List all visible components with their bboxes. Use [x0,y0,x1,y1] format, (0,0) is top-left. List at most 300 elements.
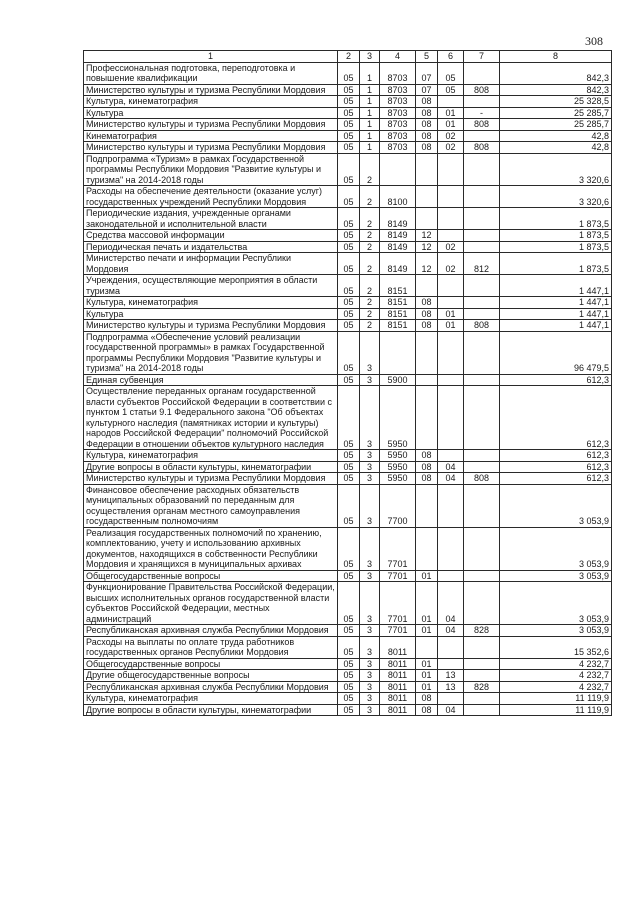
row-code-6-cell [438,186,464,208]
row-amount-cell: 3 053,9 [500,582,612,625]
row-code-2-cell: 05 [338,275,360,297]
row-name-cell: Республиканская архивная служба Республики Мордовия [84,681,338,693]
row-code-7-cell [464,636,500,658]
row-name-cell: Другие вопросы в области культуры, кинематографии [84,461,338,473]
row-code-6-cell [438,374,464,386]
budget-table [83,50,612,716]
row-code-4-cell [380,331,416,374]
table-row [84,625,612,637]
row-code-7-cell [464,450,500,462]
row-name-cell: Расходы на выплаты по оплате труда работников государственных органов Республики Мордовия [84,636,338,658]
row-code-2-cell: 05 [338,636,360,658]
row-code-5-cell: 01 [416,625,438,637]
row-code-5-cell [416,386,438,450]
row-name-cell: Единая субвенция [84,374,338,386]
row-code-5-cell: 08 [416,142,438,154]
row-name-cell: Министерство культуры и туризма Республики Мордовия [84,320,338,332]
row-code-2-cell: 05 [338,320,360,332]
row-amount-cell: 25 285,7 [500,107,612,119]
row-code-4-cell: 8011 [380,636,416,658]
row-name-cell: Функционирование Правительства Российской Федерации, высших исполнительных органов государственной власти субъектов Российской Федерации, местных администраций [84,582,338,625]
row-code-5-cell: 08 [416,693,438,705]
row-name-cell: Министерство печати и информации Республики Мордовия [84,253,338,275]
row-amount-cell: 4 232,7 [500,681,612,693]
table-row [84,670,612,682]
row-code-3-cell: 1 [360,96,380,108]
page-number: 308 [585,34,603,48]
row-code-6-cell: 01 [438,320,464,332]
row-amount-cell: 1 873,5 [500,208,612,230]
row-code-3-cell: 3 [360,681,380,693]
row-code-4-cell: 8151 [380,308,416,320]
row-code-4-cell: 8149 [380,230,416,242]
row-name-cell: Профессиональная подготовка, переподготовка и повышение квалификации [84,62,338,84]
row-name-cell: Министерство культуры и туризма Республики Мордовия [84,142,338,154]
row-code-4-cell: 7701 [380,570,416,582]
column-header: 1 [84,51,338,63]
row-code-4-cell: 7701 [380,625,416,637]
row-code-5-cell: 08 [416,473,438,485]
row-amount-cell: 612,3 [500,473,612,485]
row-code-5-cell: 08 [416,320,438,332]
row-code-7-cell [464,331,500,374]
row-amount-cell: 842,3 [500,84,612,96]
table-body [84,62,612,716]
row-name-cell: Подпрограмма «Обеспечение условий реализации государственной программы» в рамках Государственной программы Республики Мордовия "Развитие культуры и туризма" на 2014-2018 годы [84,331,338,374]
row-code-5-cell: 12 [416,253,438,275]
table-row [84,693,612,705]
row-code-7-cell [464,308,500,320]
table-row [84,527,612,570]
row-code-3-cell: 2 [360,320,380,332]
row-code-2-cell: 05 [338,693,360,705]
row-code-4-cell: 8703 [380,107,416,119]
row-name-cell: Учреждения, осуществляющие мероприятия в области туризма [84,275,338,297]
row-code-2-cell: 05 [338,241,360,253]
row-code-2-cell: 05 [338,374,360,386]
row-code-7-cell [464,62,500,84]
row-name-cell: Кинематография [84,130,338,142]
column-header: 4 [380,51,416,63]
row-code-7-cell: 808 [464,119,500,131]
row-code-6-cell [438,153,464,186]
row-code-2-cell: 05 [338,84,360,96]
row-name-cell: Министерство культуры и туризма Республики Мордовия [84,84,338,96]
row-code-3-cell: 3 [360,484,380,527]
row-code-5-cell [416,186,438,208]
row-code-6-cell [438,570,464,582]
table-row [84,208,612,230]
row-code-5-cell: 08 [416,461,438,473]
row-code-3-cell: 1 [360,119,380,131]
row-amount-cell: 42,8 [500,142,612,154]
table-row [84,96,612,108]
row-code-5-cell: 12 [416,241,438,253]
row-code-2-cell: 05 [338,331,360,374]
row-name-cell: Расходы на обеспечение деятельности (оказание услуг) государственных учреждений Республики Мордовия [84,186,338,208]
table-row [84,473,612,485]
row-code-6-cell: 01 [438,107,464,119]
row-code-6-cell: 01 [438,308,464,320]
row-code-2-cell: 05 [338,670,360,682]
table-row [84,142,612,154]
row-code-5-cell: 08 [416,119,438,131]
table-row [84,297,612,309]
row-code-7-cell [464,386,500,450]
row-code-2-cell: 05 [338,386,360,450]
table-row [84,681,612,693]
row-code-6-cell: 02 [438,241,464,253]
row-code-3-cell: 2 [360,253,380,275]
row-amount-cell: 1 447,1 [500,320,612,332]
row-amount-cell: 11 119,9 [500,693,612,705]
row-code-4-cell: 8011 [380,704,416,716]
row-code-4-cell: 8011 [380,670,416,682]
row-code-7-cell [464,96,500,108]
row-name-cell: Культура [84,308,338,320]
row-code-2-cell: 05 [338,450,360,462]
row-code-4-cell: 8703 [380,96,416,108]
row-code-7-cell [464,153,500,186]
table-row [84,320,612,332]
row-code-4-cell: 5900 [380,374,416,386]
row-code-6-cell: 02 [438,253,464,275]
table-row [84,450,612,462]
row-code-5-cell: 07 [416,62,438,84]
row-code-2-cell: 05 [338,107,360,119]
table-row [84,331,612,374]
row-amount-cell: 1 873,5 [500,230,612,242]
row-code-4-cell: 8151 [380,275,416,297]
row-code-6-cell [438,527,464,570]
row-code-7-cell: 808 [464,142,500,154]
row-code-5-cell [416,208,438,230]
row-code-7-cell: 808 [464,473,500,485]
table-row [84,374,612,386]
row-code-3-cell: 3 [360,582,380,625]
row-code-4-cell: 8011 [380,693,416,705]
row-code-3-cell: 3 [360,473,380,485]
row-name-cell: Министерство культуры и туризма Республики Мордовия [84,473,338,485]
row-code-4-cell [380,153,416,186]
row-code-5-cell [416,527,438,570]
row-code-7-cell: 828 [464,625,500,637]
row-code-4-cell: 5950 [380,473,416,485]
row-code-2-cell: 05 [338,130,360,142]
row-code-2-cell: 05 [338,461,360,473]
row-code-3-cell: 3 [360,693,380,705]
row-amount-cell: 96 479,5 [500,331,612,374]
row-code-7-cell [464,484,500,527]
table-row [84,461,612,473]
row-amount-cell: 1 447,1 [500,297,612,309]
row-code-3-cell: 1 [360,62,380,84]
row-amount-cell: 612,3 [500,386,612,450]
row-code-2-cell: 05 [338,473,360,485]
row-code-4-cell: 8703 [380,119,416,131]
row-amount-cell: 3 053,9 [500,625,612,637]
row-name-cell: Осуществление переданных органам государственной власти субъектов Российской Федерации в соответствии с пунктом 1 статьи 9.1 Федерального закона "Об объектах культурного наследия (памятниках истории и культуры) народов Российской Федерации" полномочий Российской Федерации в отношении объектов культурного наследия [84,386,338,450]
row-code-5-cell [416,331,438,374]
row-code-6-cell [438,208,464,230]
row-code-4-cell: 8011 [380,658,416,670]
row-code-5-cell: 01 [416,658,438,670]
row-code-4-cell: 5950 [380,450,416,462]
row-code-4-cell: 7700 [380,484,416,527]
row-code-3-cell: 1 [360,142,380,154]
row-code-4-cell: 5950 [380,461,416,473]
row-code-3-cell: 2 [360,308,380,320]
table-row [84,308,612,320]
row-name-cell: Финансовое обеспечение расходных обязательств муниципальных образований по переданным для осуществления органам местного самоуправления государственным полномочиям [84,484,338,527]
row-code-7-cell [464,527,500,570]
row-code-6-cell [438,275,464,297]
table-row [84,582,612,625]
row-code-6-cell [438,693,464,705]
row-name-cell: Другие вопросы в области культуры, кинематографии [84,704,338,716]
table-row [84,84,612,96]
row-code-2-cell: 05 [338,704,360,716]
row-code-5-cell [416,636,438,658]
row-code-7-cell [464,658,500,670]
row-code-2-cell: 05 [338,308,360,320]
row-code-6-cell: 04 [438,704,464,716]
row-amount-cell: 842,3 [500,62,612,84]
row-code-5-cell: 07 [416,84,438,96]
row-code-3-cell: 2 [360,153,380,186]
row-code-2-cell: 05 [338,658,360,670]
table-header-row [84,51,612,63]
row-code-6-cell: 05 [438,62,464,84]
column-header: 2 [338,51,360,63]
row-code-6-cell: 02 [438,142,464,154]
row-name-cell: Средства массовой информации [84,230,338,242]
row-code-6-cell [438,297,464,309]
row-code-3-cell: 3 [360,374,380,386]
row-name-cell: Культура, кинематография [84,693,338,705]
row-code-7-cell [464,693,500,705]
row-name-cell: Общегосударственные вопросы [84,570,338,582]
row-code-5-cell [416,153,438,186]
row-code-7-cell [464,275,500,297]
row-code-2-cell: 05 [338,297,360,309]
row-amount-cell: 1 447,1 [500,275,612,297]
row-code-7-cell: 808 [464,320,500,332]
row-code-6-cell [438,636,464,658]
row-code-3-cell: 2 [360,241,380,253]
table-row [84,704,612,716]
row-code-4-cell: 8149 [380,253,416,275]
row-amount-cell: 3 053,9 [500,527,612,570]
row-code-5-cell: 08 [416,107,438,119]
column-header: 5 [416,51,438,63]
row-code-5-cell: 08 [416,96,438,108]
row-code-7-cell [464,704,500,716]
row-code-6-cell [438,96,464,108]
row-code-4-cell: 7701 [380,527,416,570]
row-code-3-cell: 2 [360,275,380,297]
column-header: 8 [500,51,612,63]
row-code-3-cell: 3 [360,386,380,450]
row-code-6-cell: 13 [438,681,464,693]
row-code-3-cell: 3 [360,570,380,582]
row-amount-cell: 1 447,1 [500,308,612,320]
row-amount-cell: 4 232,7 [500,658,612,670]
row-code-2-cell: 05 [338,142,360,154]
row-code-6-cell: 04 [438,582,464,625]
row-code-7-cell: 812 [464,253,500,275]
table-row [84,241,612,253]
row-code-2-cell: 05 [338,186,360,208]
row-code-6-cell [438,331,464,374]
row-code-2-cell: 05 [338,484,360,527]
table-row [84,107,612,119]
row-code-4-cell: 8100 [380,186,416,208]
row-code-5-cell [416,484,438,527]
row-code-5-cell: 01 [416,582,438,625]
row-code-3-cell: 3 [360,704,380,716]
row-code-6-cell: 04 [438,473,464,485]
row-code-6-cell [438,658,464,670]
row-name-cell: Периодическая печать и издательства [84,241,338,253]
row-name-cell: Периодические издания, учрежденные органами законодательной и исполнительной власти [84,208,338,230]
row-code-3-cell: 3 [360,670,380,682]
row-code-3-cell: 2 [360,186,380,208]
row-amount-cell: 3 320,6 [500,153,612,186]
row-code-3-cell: 3 [360,450,380,462]
row-name-cell: Культура, кинематография [84,450,338,462]
table-row [84,275,612,297]
row-code-2-cell: 05 [338,253,360,275]
row-amount-cell: 1 873,5 [500,241,612,253]
row-code-4-cell: 5950 [380,386,416,450]
table-row [84,153,612,186]
row-name-cell: Другие общегосударственные вопросы [84,670,338,682]
row-name-cell: Подпрограмма «Туризм» в рамках Государственной программы Республики Мордовия "Развитие культуры и туризма" на 2014-2018 годы [84,153,338,186]
row-amount-cell: 42,8 [500,130,612,142]
row-code-4-cell: 8703 [380,84,416,96]
row-code-3-cell: 2 [360,230,380,242]
row-code-6-cell [438,484,464,527]
row-code-4-cell: 8011 [380,681,416,693]
row-amount-cell: 15 352,6 [500,636,612,658]
row-code-4-cell: 8151 [380,297,416,309]
row-code-7-cell [464,130,500,142]
row-code-7-cell: - [464,107,500,119]
row-code-7-cell [464,208,500,230]
table-row [84,119,612,131]
row-code-7-cell [464,241,500,253]
row-name-cell: Культура, кинематография [84,297,338,309]
row-amount-cell: 3 053,9 [500,570,612,582]
row-code-4-cell: 8703 [380,130,416,142]
row-name-cell: Общегосударственные вопросы [84,658,338,670]
row-code-3-cell: 3 [360,625,380,637]
table-row [84,484,612,527]
row-code-3-cell: 1 [360,107,380,119]
row-amount-cell: 25 328,5 [500,96,612,108]
row-code-7-cell [464,570,500,582]
row-code-7-cell [464,582,500,625]
row-name-cell: Реализация государственных полномочий по хранению, комплектованию, учету и использованию архивных документов, находящихся в собственности Республики Мордовия и хранящихся в муниципальных архивах [84,527,338,570]
row-amount-cell: 612,3 [500,450,612,462]
row-code-7-cell [464,374,500,386]
row-code-3-cell: 1 [360,130,380,142]
row-code-5-cell: 08 [416,704,438,716]
row-code-3-cell: 3 [360,658,380,670]
row-amount-cell: 3 053,9 [500,484,612,527]
table-row [84,386,612,450]
row-code-2-cell: 05 [338,625,360,637]
table-row [84,130,612,142]
table-row [84,186,612,208]
row-code-6-cell [438,230,464,242]
row-code-3-cell: 2 [360,208,380,230]
row-name-cell: Республиканская архивная служба Республики Мордовия [84,625,338,637]
row-amount-cell: 3 320,6 [500,186,612,208]
row-amount-cell: 11 119,9 [500,704,612,716]
row-code-6-cell: 04 [438,625,464,637]
row-amount-cell: 4 232,7 [500,670,612,682]
row-code-5-cell: 08 [416,130,438,142]
row-code-7-cell [464,297,500,309]
row-code-4-cell: 8703 [380,142,416,154]
row-code-2-cell: 05 [338,582,360,625]
column-header: 3 [360,51,380,63]
column-header: 6 [438,51,464,63]
row-code-3-cell: 3 [360,331,380,374]
row-code-3-cell: 3 [360,636,380,658]
row-code-2-cell: 05 [338,96,360,108]
row-code-7-cell [464,230,500,242]
row-code-4-cell: 8703 [380,62,416,84]
row-code-5-cell: 08 [416,450,438,462]
row-code-7-cell [464,186,500,208]
row-code-7-cell [464,461,500,473]
table-row [84,636,612,658]
table-row [84,230,612,242]
row-code-7-cell [464,670,500,682]
row-code-5-cell: 08 [416,297,438,309]
table-row [84,658,612,670]
table-row [84,62,612,84]
row-code-7-cell: 828 [464,681,500,693]
row-code-5-cell: 01 [416,670,438,682]
row-code-2-cell: 05 [338,570,360,582]
row-code-3-cell: 1 [360,84,380,96]
row-code-2-cell: 05 [338,681,360,693]
row-code-6-cell: 01 [438,119,464,131]
row-code-2-cell: 05 [338,119,360,131]
row-code-5-cell [416,374,438,386]
row-amount-cell: 1 873,5 [500,253,612,275]
row-amount-cell: 25 285,7 [500,119,612,131]
row-code-6-cell: 13 [438,670,464,682]
table-row [84,253,612,275]
row-code-2-cell: 05 [338,230,360,242]
row-code-2-cell: 05 [338,527,360,570]
row-code-5-cell: 12 [416,230,438,242]
row-name-cell: Культура, кинематография [84,96,338,108]
row-code-3-cell: 3 [360,527,380,570]
row-code-5-cell: 01 [416,570,438,582]
row-name-cell: Министерство культуры и туризма Республики Мордовия [84,119,338,131]
row-code-6-cell [438,450,464,462]
row-code-5-cell: 08 [416,308,438,320]
row-amount-cell: 612,3 [500,461,612,473]
row-code-5-cell [416,275,438,297]
table-row [84,570,612,582]
